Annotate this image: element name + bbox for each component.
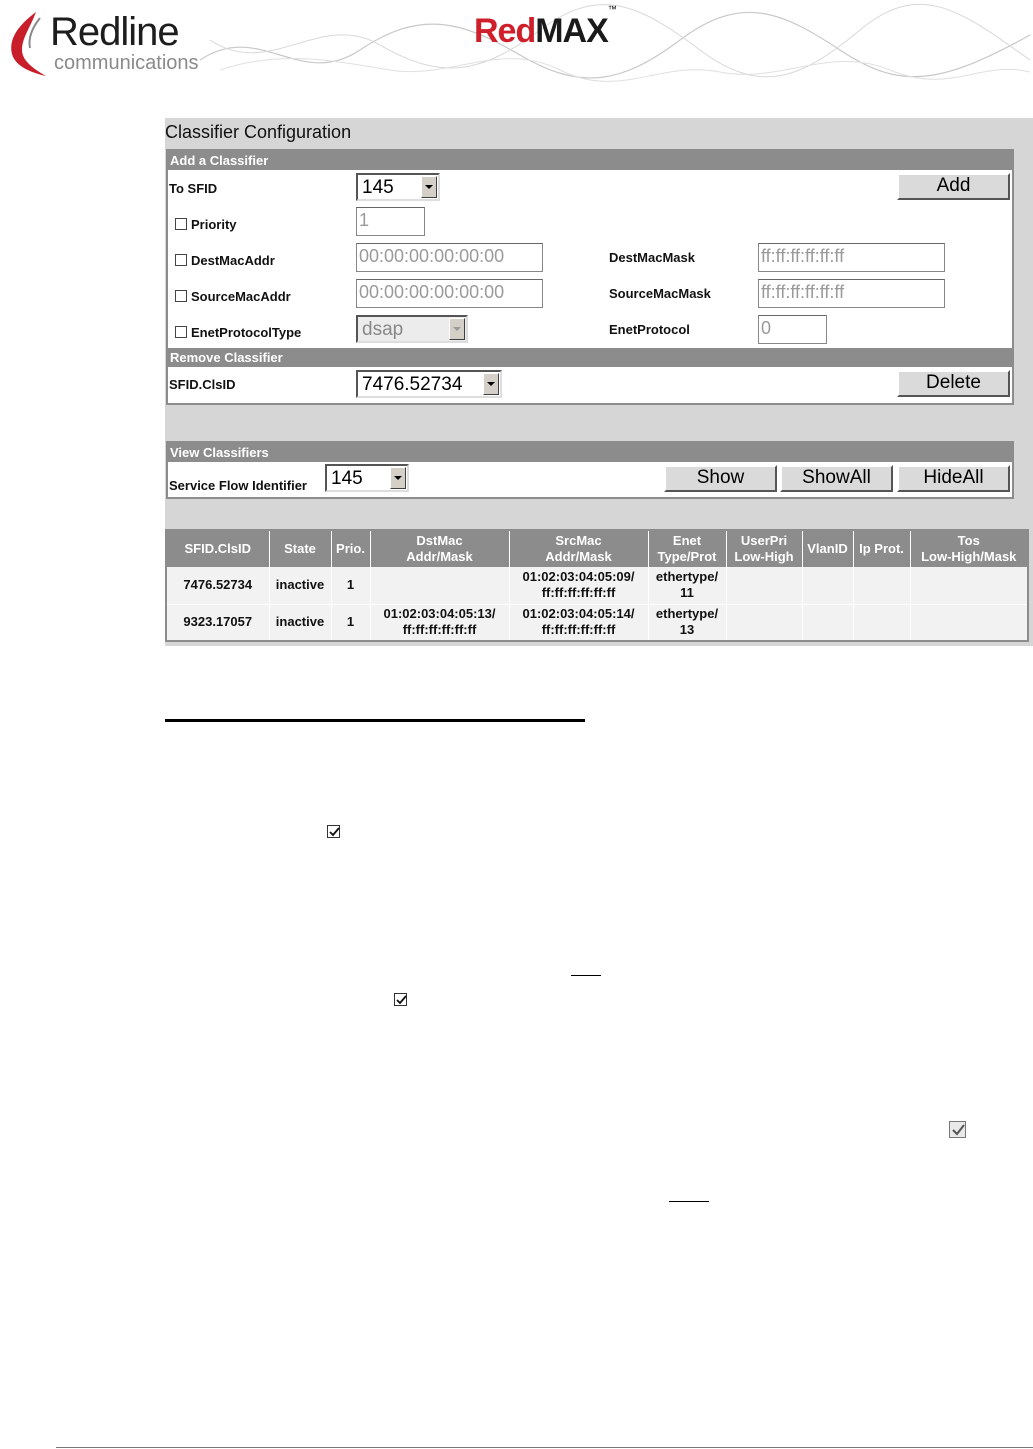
dest-mac-label-text: DestMacAddr: [191, 253, 275, 268]
priority-label: [175, 217, 237, 232]
table-cell: 01:02:03:04:05:13/ ff:ff:ff:ff:ff:ff: [370, 604, 509, 641]
sfid-clsid-value: 7476.52734: [362, 374, 463, 395]
inline-underline: [669, 1201, 709, 1202]
enet-protocol-input[interactable]: 0: [758, 315, 827, 344]
header-dstmac: DstMac Addr/Mask: [370, 530, 509, 567]
source-mac-checkbox[interactable]: [175, 290, 187, 302]
chevron-down-icon[interactable]: [449, 318, 465, 340]
enet-protocol-type-checkbox[interactable]: [175, 326, 187, 338]
redline-logo-icon: [6, 10, 50, 80]
delete-button[interactable]: Delete: [897, 370, 1010, 397]
service-flow-identifier-label: Service Flow Identifier: [169, 478, 307, 493]
dest-mac-checkbox[interactable]: [175, 254, 187, 266]
source-mac-input[interactable]: 00:00:00:00:00:00: [356, 279, 543, 308]
add-button[interactable]: Add: [897, 173, 1010, 200]
add-classifier-header: Add a Classifier: [168, 151, 1012, 170]
priority-checkbox[interactable]: [175, 218, 187, 230]
remove-classifier-header: Remove Classifier: [168, 348, 1012, 367]
table-cell: 01:02:03:04:05:09/ ff:ff:ff:ff:ff:ff: [509, 567, 648, 604]
table-cell: 1: [331, 567, 370, 604]
hideall-button[interactable]: HideAll: [897, 465, 1010, 492]
enet-protocol-type-label: [175, 325, 301, 340]
header-sfid-clsid: SFID.ClsID: [166, 530, 269, 567]
service-flow-identifier-value: 145: [331, 468, 363, 489]
product-logo: [474, 3, 616, 51]
table-cell: 9323.17057: [166, 604, 269, 641]
trademark-symbol: ™: [607, 3, 616, 14]
header-ip-prot: Ip Prot.: [853, 530, 910, 567]
checkbox-checked-disabled-icon: [949, 1121, 966, 1138]
table-cell: [370, 567, 509, 604]
table-cell: [726, 604, 802, 641]
sfid-clsid-select[interactable]: [356, 370, 502, 398]
header-userpri: UserPri Low-High: [726, 530, 802, 567]
chevron-down-icon[interactable]: [483, 373, 499, 395]
dest-mask-input[interactable]: ff:ff:ff:ff:ff:ff: [758, 243, 945, 272]
table-cell: [910, 567, 1028, 604]
header-enet: Enet Type/Prot: [648, 530, 726, 567]
source-mac-label-text: SourceMacAddr: [191, 289, 291, 304]
priority-input[interactable]: 1: [356, 207, 425, 236]
add-remove-group: [166, 149, 1014, 405]
header-state: State: [269, 530, 331, 567]
table-cell: ethertype/ 11: [648, 567, 726, 604]
source-mac-label: [175, 289, 291, 304]
show-button[interactable]: Show: [664, 465, 777, 492]
document-header: [0, 0, 1033, 90]
showall-button[interactable]: ShowAll: [780, 465, 893, 492]
checkbox-checked-icon: [327, 825, 340, 838]
table-cell: inactive: [269, 604, 331, 641]
inline-underline: [571, 975, 601, 976]
table-cell: inactive: [269, 567, 331, 604]
table-cell: 7476.52734: [166, 567, 269, 604]
service-flow-identifier-select[interactable]: [325, 464, 409, 492]
to-sfid-label: To SFID: [169, 181, 218, 196]
company-logo-name: Redline: [50, 10, 179, 54]
section-underline: [165, 719, 585, 722]
table-row: [166, 567, 1028, 604]
classifier-configuration-panel: [165, 118, 1033, 646]
sfid-clsid-label: SFID.ClsID: [169, 377, 236, 392]
product-logo-red: Red: [474, 12, 536, 50]
table-cell: [726, 567, 802, 604]
table-cell: [910, 604, 1028, 641]
enet-protocol-type-label-text: EnetProtocolType: [191, 325, 302, 340]
classifier-table: [165, 529, 1029, 642]
table-cell: 01:02:03:04:05:14/ ff:ff:ff:ff:ff:ff: [509, 604, 648, 641]
header-tos: Tos Low-High/Mask: [910, 530, 1028, 567]
table-cell: ethertype/ 13: [648, 604, 726, 641]
view-classifiers-group: [166, 441, 1014, 499]
enet-protocol-label: EnetProtocol: [609, 322, 690, 337]
checkbox-checked-icon: [394, 993, 407, 1006]
enet-protocol-type-value: dsap: [362, 319, 404, 340]
source-mask-label: SourceMacMask: [609, 286, 711, 301]
header-vlanid: VlanID: [802, 530, 853, 567]
page-title: Classifier Configuration: [165, 122, 352, 142]
dest-mask-label: DestMacMask: [609, 250, 695, 265]
chevron-down-icon[interactable]: [421, 176, 437, 198]
view-classifiers-header: View Classifiers: [168, 443, 1012, 462]
priority-label-text: Priority: [191, 217, 237, 232]
table-cell: [853, 567, 910, 604]
dest-mac-input[interactable]: 00:00:00:00:00:00: [356, 243, 543, 272]
enet-protocol-type-select[interactable]: [356, 315, 468, 343]
table-cell: [802, 604, 853, 641]
chevron-down-icon[interactable]: [390, 467, 406, 489]
to-sfid-value: 145: [362, 177, 394, 198]
company-logo-subtitle: communications: [54, 52, 199, 74]
header-prio: Prio.: [331, 530, 370, 567]
table-cell: 1: [331, 604, 370, 641]
footer-rule: [56, 1447, 1033, 1448]
table-header-row: [166, 530, 1028, 567]
table-cell: [853, 604, 910, 641]
to-sfid-select[interactable]: [356, 173, 440, 201]
table-row: [166, 604, 1028, 641]
header-srcmac: SrcMac Addr/Mask: [509, 530, 648, 567]
dest-mac-label: [175, 253, 275, 268]
source-mask-input[interactable]: ff:ff:ff:ff:ff:ff: [758, 279, 945, 308]
table-cell: [802, 567, 853, 604]
product-logo-max: MAX: [535, 12, 608, 50]
